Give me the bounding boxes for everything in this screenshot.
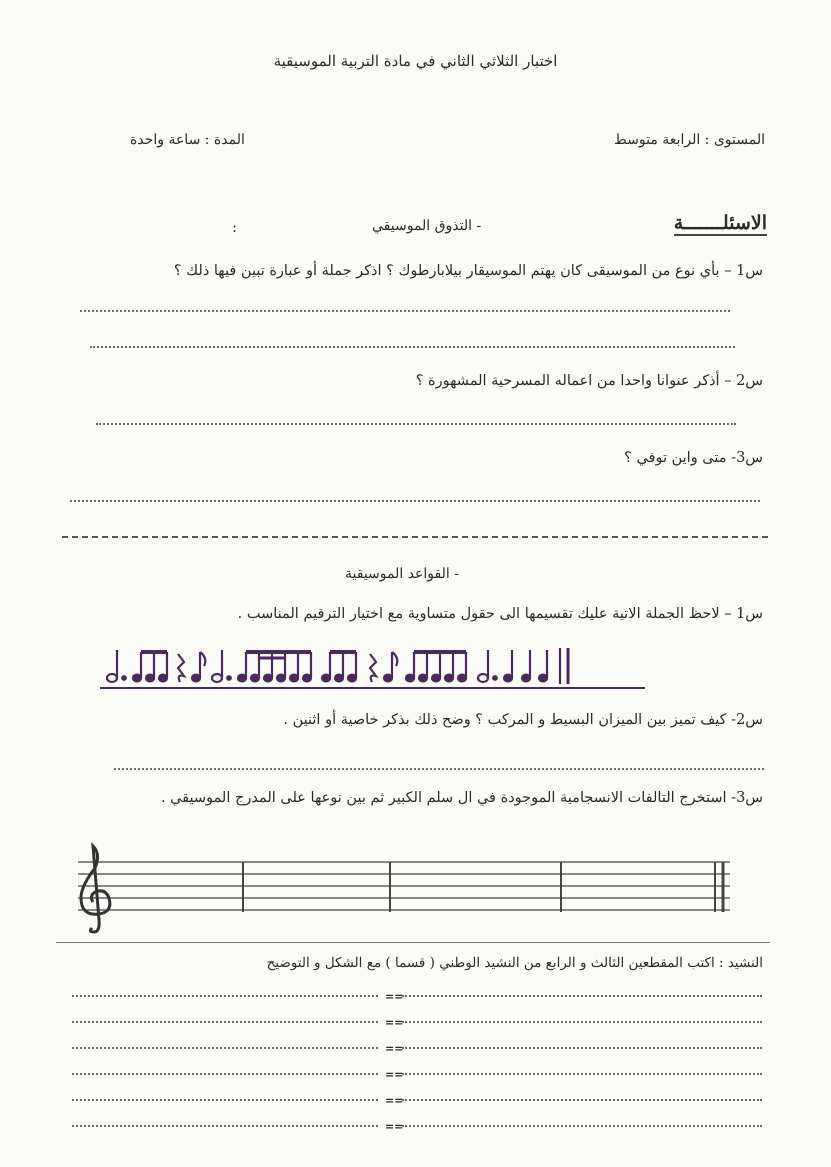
answer-line — [96, 423, 736, 425]
answer-line — [114, 768, 764, 770]
answer-line — [72, 1099, 378, 1101]
column-marker: == — [385, 1094, 404, 1107]
answer-line — [402, 1125, 762, 1127]
anthem-question: النشيد : اكتب المقطعين الثالث و الرابع من النشيد الوطني ( قسما ) مع الشكل و التوضيح — [266, 955, 763, 971]
question-2: س2 – أذكر عنوانا واحدا من اعماله المسرحية المشهورة ؟ — [415, 373, 763, 389]
question-3: س3- متى واين توفي ؟ — [624, 450, 763, 466]
column-marker: == — [385, 1016, 404, 1029]
page-title: اختبار الثلاثي الثاني في مادة التربية الموسيقية — [273, 52, 558, 70]
duration-label: المدة : ساعة واحدة — [130, 132, 245, 148]
theory-question-3: س3- استخرج التالفات الانسجامية الموجودة في ال سلم الكبير ثم بين نوعها على المدرج الموسيقي . — [160, 790, 763, 806]
answer-line — [72, 1047, 378, 1049]
answer-line — [90, 346, 735, 348]
column-marker: == — [385, 990, 404, 1003]
answer-line — [402, 1047, 762, 1049]
music-theory-subheading: - القواعد الموسيقية — [345, 566, 459, 582]
music-staff — [70, 840, 740, 935]
column-marker: == — [385, 1120, 404, 1133]
answer-line — [72, 1125, 378, 1127]
theory-question-2: س2- كيف تميز بين الميزان البسيط و المركب ؟ وضح ذلك بذكر خاصية أو اثنين . — [283, 712, 763, 728]
answer-line — [402, 995, 762, 997]
answer-line — [70, 500, 760, 502]
level-label: المستوى : الرابعة متوسط — [613, 132, 765, 148]
section-separator — [62, 536, 768, 538]
section-separator — [56, 942, 770, 943]
questions-heading: الاسئلـــــــة — [673, 212, 767, 234]
answer-line — [72, 1073, 378, 1075]
rhythm-phrase — [100, 640, 660, 696]
rhythm-notation-icon — [100, 640, 660, 696]
answer-line — [402, 1099, 762, 1101]
answer-line — [72, 995, 378, 997]
answer-line — [402, 1021, 762, 1023]
theory-question-1: س1 – لاحظ الجملة الاتية عليك تقسيمها الى حقول متساوية مع اختيار الترقيم المناسب . — [237, 606, 763, 622]
answer-line — [72, 1021, 378, 1023]
heading-colon: : — [232, 218, 238, 236]
music-appreciation-subheading: - التذوق الموسيقي — [372, 218, 482, 234]
answer-line — [80, 310, 730, 312]
column-marker: == — [385, 1042, 404, 1055]
column-marker: == — [385, 1068, 404, 1081]
treble-clef-icon — [81, 846, 110, 932]
question-1: س1 – بأي نوع من الموسيقى كان يهتم الموسيقار بيلابارطوك ؟ اذكر جملة أو عبارة تبين فيها ذلك ؟ — [173, 263, 763, 279]
answer-line — [402, 1073, 762, 1075]
